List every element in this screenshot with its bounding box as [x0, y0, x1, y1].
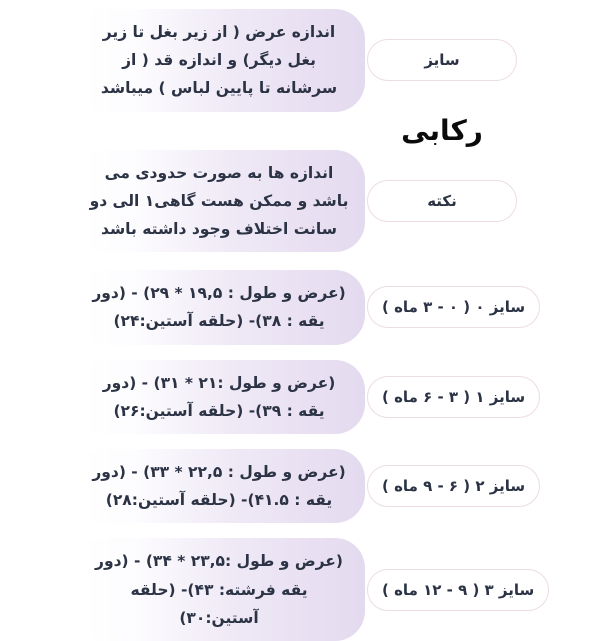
size-0-label-pill: سایز ۰ ( ۰ - ۳ ماه )	[367, 286, 540, 328]
size-definition-row	[0, 9, 600, 112]
size-3-label-pill: سایز ۳ ( ۹ - ۱۲ ماه )	[367, 569, 549, 611]
size-row-0	[0, 270, 600, 344]
title-row	[0, 113, 600, 148]
note-pill: نکته	[367, 180, 517, 222]
size-row-3	[0, 538, 600, 641]
size-2-details-bubble: (عرض و طول : ۲۲,۵ * ۳۳) - (دور یقه : ۴۱.۵)- (حلقه آستین:۲۸)	[73, 449, 365, 523]
size-definition-bubble: اندازه عرض ( از زیر بغل تا زیر بغل دیگر) و اندازه قد ( از سرشانه تا پایین لباس ) میباشد	[73, 9, 365, 112]
size-0-details-bubble: (عرض و طول : ۱۹,۵ * ۲۹) - (دور یقه : ۳۸)- (حلقه آستین:۲۴)	[73, 270, 365, 344]
note-bubble: اندازه ها به صورت حدودی می باشد و ممکن هست گاهی۱ الی دو سانت اختلاف وجود داشته باشد	[73, 150, 365, 253]
size-1-label-pill: سایز ۱ ( ۳ - ۶ ماه )	[367, 376, 540, 418]
note-pill-column	[365, 180, 600, 222]
title-column	[365, 113, 600, 148]
size-3-details-bubble: (عرض و طول :۲۳,۵ * ۳۴) - (دور یقه فرشته: ۴۳)- (حلقه آستین:۳۰)	[73, 538, 365, 641]
size-pill-column	[365, 39, 600, 81]
note-row	[0, 150, 600, 253]
size-1-details-bubble: (عرض و طول :۲۱ * ۳۱) - (دور یقه : ۳۹)- (حلقه آستین:۲۶)	[73, 360, 365, 434]
size-row-2	[0, 449, 600, 523]
size-row-1	[0, 360, 600, 434]
product-title: رکابی	[401, 113, 483, 147]
size-pill: سایز	[367, 39, 517, 81]
size-2-label-pill: سایز ۲ ( ۶ - ۹ ماه )	[367, 465, 540, 507]
